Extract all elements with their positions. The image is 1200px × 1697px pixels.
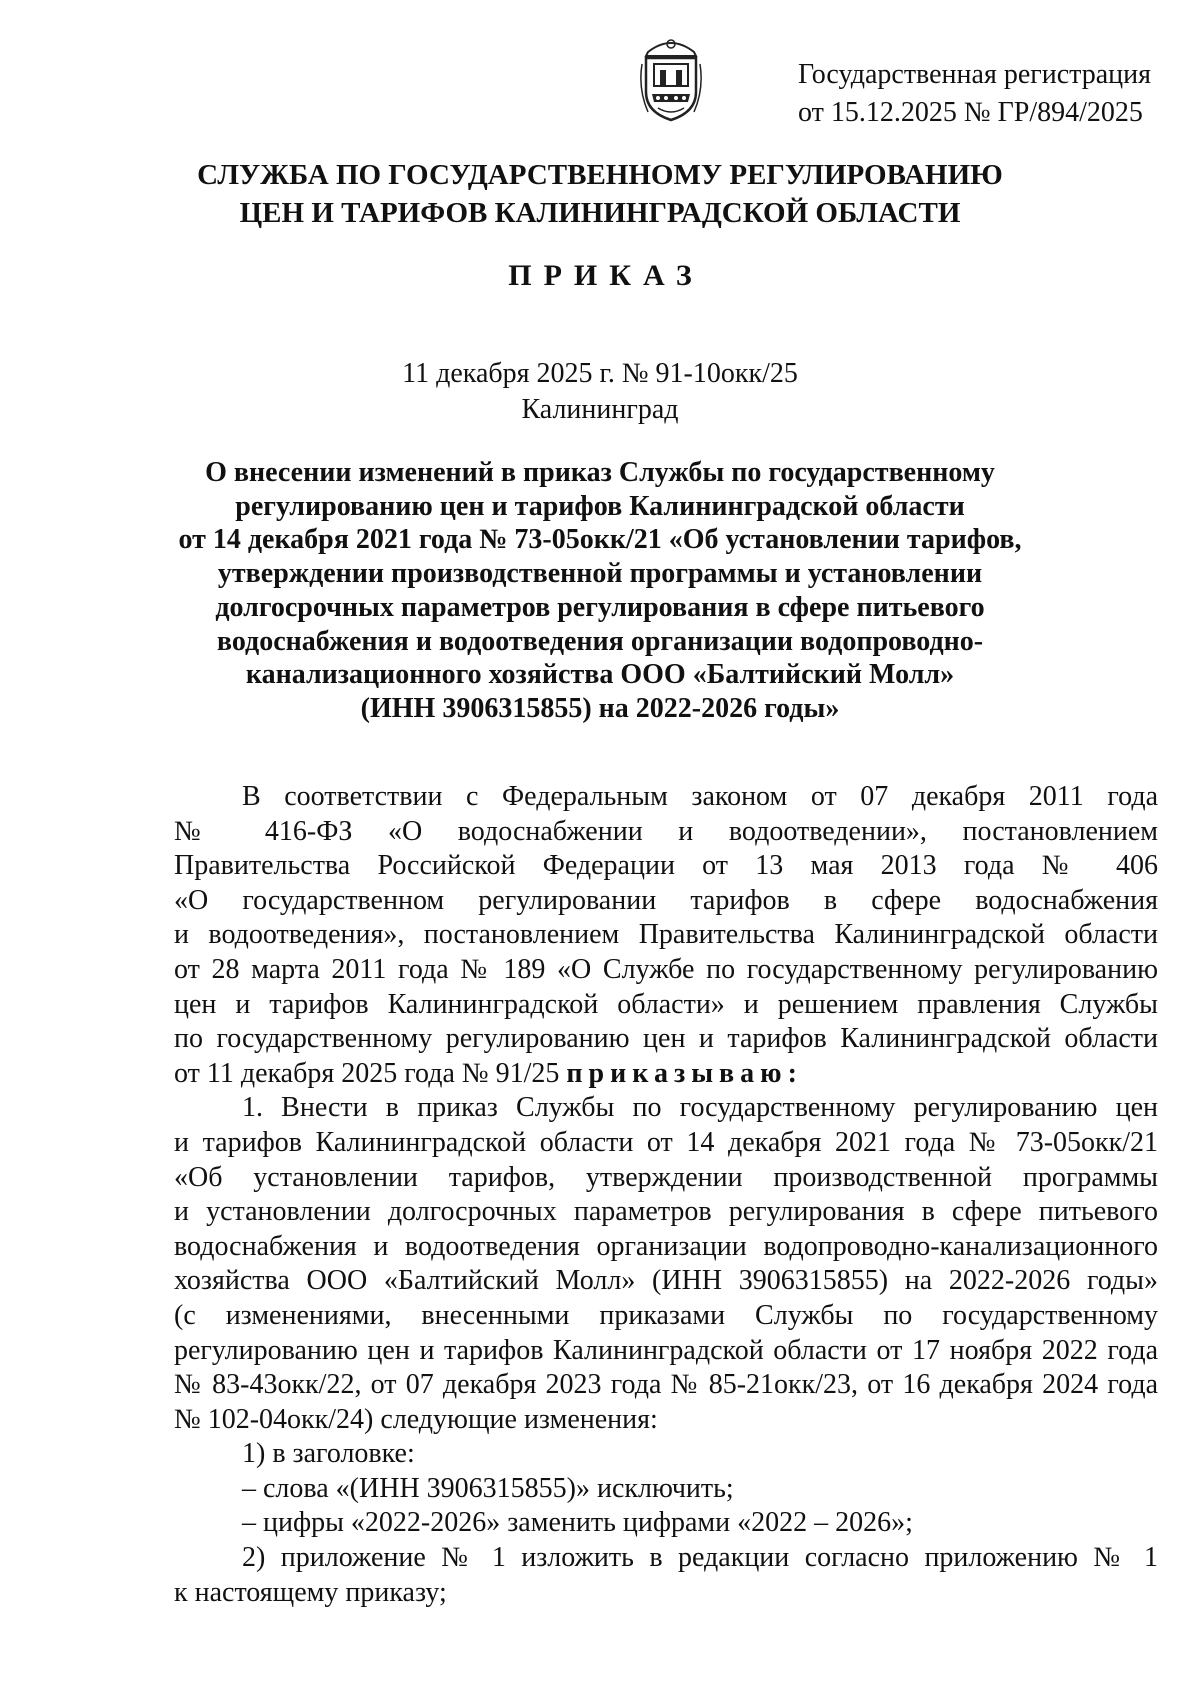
- item-1-line: (с изменениями, внесенными приказами Службы по государственному: [174, 1299, 1158, 1331]
- subitem-2-line: к настоящему приказу;: [174, 1576, 447, 1608]
- title-line: канализационного хозяйства ООО «Балтийский Молл»: [245, 659, 955, 691]
- preamble-line: цен и тарифов Калининградской области» и решением правления Службы: [174, 988, 1158, 1020]
- organization-name: [0, 156, 1200, 232]
- coat-of-arms-emblem: [638, 34, 704, 124]
- title-line: долгосрочных параметров регулирования в сфере питьевого: [215, 591, 985, 623]
- preamble-line: по государственному регулированию цен и тарифов Калининградской области: [174, 1023, 1158, 1055]
- document-type: ПРИКАЗ: [508, 259, 704, 292]
- subitem-2-line: 2) приложение № 1 изложить в редакции согласно приложению № 1: [242, 1542, 1158, 1574]
- item-1-line: № 102-04окк/24) следующие изменения:: [174, 1403, 658, 1435]
- registration-line-2: от 15.12.2025 № ГР/894/2025: [798, 97, 1143, 128]
- city: Калининград: [521, 394, 679, 425]
- preamble-line: и водоотведения», постановлением Правительства Калининградской области: [174, 919, 1158, 951]
- item-1-line: регулированию цен и тарифов Калининградской области от 17 ноября 2022 года: [174, 1334, 1158, 1366]
- title-line: водоснабжения и водоотведения организации водопроводно-: [216, 625, 984, 657]
- preamble-line: Правительства Российской Федерации от 13 мая 2013 года № 406: [174, 850, 1158, 882]
- registration-line-1: Государственная регистрация: [798, 59, 1151, 90]
- organization-line-1: СЛУЖБА ПО ГОСУДАРСТВЕННОМУ РЕГУЛИРОВАНИЮ: [197, 159, 1003, 191]
- subitem-1-b: – цифры «2022-2026» заменить цифрами «2022 – 2026»;: [242, 1507, 913, 1539]
- item-1-line: хозяйства ООО «Балтийский Молл» (ИНН 3906315855) на 2022-2026 годы»: [174, 1265, 1158, 1297]
- item-1-line: № 83-43окк/22, от 07 декабря 2023 года № 85-21окк/23, от 16 декабря 2024 года: [174, 1369, 1158, 1401]
- title-line: (ИНН 3906315855) на 2022-2026 годы»: [360, 692, 840, 724]
- item-1-line: и установлении долгосрочных параметров регулирования в сфере питьевого: [174, 1196, 1158, 1228]
- preamble-line: В соответствии с Федеральным законом от 07 декабря 2011 года: [242, 781, 1158, 812]
- organization-line-2: ЦЕН И ТАРИФОВ КАЛИНИНГРАДСКОЙ ОБЛАСТИ: [239, 197, 961, 229]
- title-line: утверждении производственной программы и установлении: [217, 558, 983, 590]
- title-line: О внесении изменений в приказ Службы по государственному: [205, 457, 995, 488]
- registration-stamp: [798, 56, 1178, 132]
- title-line: от 14 декабря 2021 года № 73-05окк/21 «Об установлении тарифов,: [178, 524, 1022, 556]
- preamble-line: от 11 декабря 2025 года № 91/25: [174, 1057, 560, 1089]
- subitem-1-a: – слова «(ИНН 3906315855)» исключить;: [242, 1472, 734, 1504]
- document-title: [0, 456, 1200, 726]
- preamble-line: № 416-ФЗ «О водоснабжении и водоотведении», постановлением: [174, 815, 1158, 847]
- item-1-line: 1. Внести в приказ Службы по государственному регулированию цен: [242, 1092, 1158, 1124]
- item-1-line: «Об установлении тарифов, утверждении производственной программы: [174, 1161, 1158, 1193]
- title-line: регулированию цен и тарифов Калининградской области: [235, 490, 965, 522]
- document-date-number: [0, 356, 1200, 428]
- subitem-1: 1) в заголовке:: [242, 1438, 415, 1470]
- date-number: 11 декабря 2025 г. № 91-10окк/25: [402, 358, 798, 389]
- preamble-line: «О государственном регулировании тарифов в сфере водоснабжения: [174, 884, 1158, 916]
- item-1-line: и тарифов Калининградской области от 14 декабря 2021 года № 73-05окк/21: [174, 1126, 1158, 1158]
- document-body: [174, 780, 1158, 1610]
- item-1-line: водоснабжения и водоотведения организации водопроводно-канализационного: [174, 1230, 1158, 1262]
- preamble-line: от 28 марта 2011 года № 189 «О Службе по государственному регулированию: [174, 953, 1158, 985]
- preamble-last-line: [174, 1057, 1158, 1092]
- order-word: приказываю:: [566, 1057, 803, 1089]
